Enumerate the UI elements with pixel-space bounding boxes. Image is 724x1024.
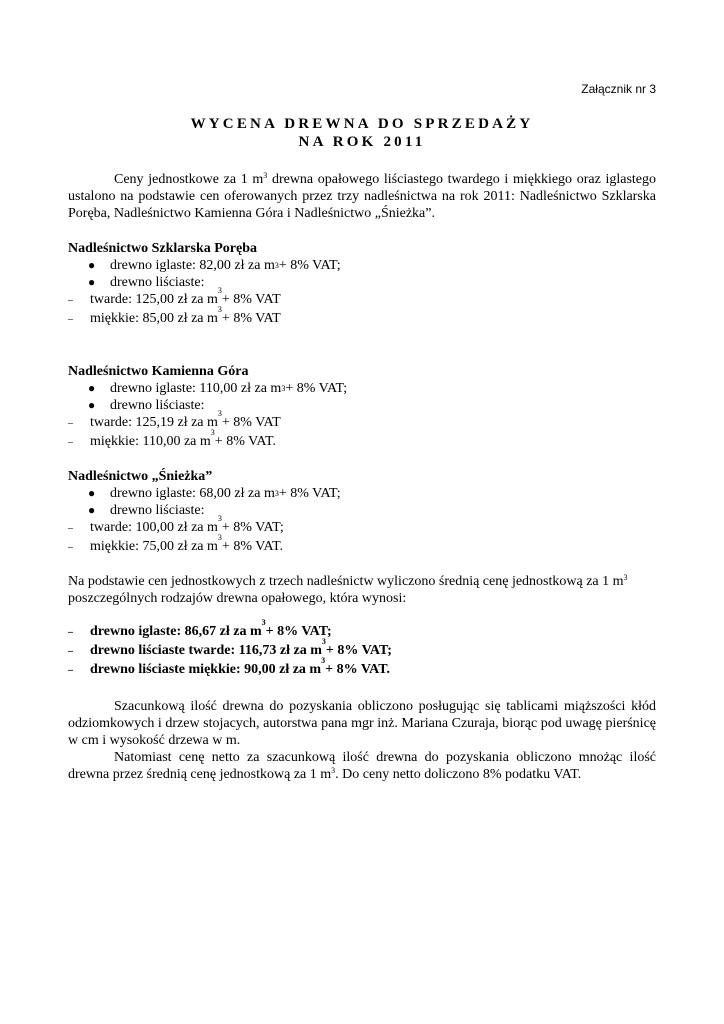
average-item: – drewno liściaste twarde: 116,73 zł za m 3 + 8% VAT; [68,642,656,661]
section-kamienna-gora [68,363,656,452]
dash-icon: – [68,542,73,553]
list-item: – miękkie: 110,00 za m 3 + 8% VAT. [68,433,656,452]
dash-icon: – [68,418,73,429]
bullet-icon: ● [88,486,96,500]
dash-icon: – [68,523,73,534]
intro-paragraph: Ceny jednostkowe za 1 $m^3$ drewna opałowego liściastego twardego i miękkiego oraz iglastego ustalono na podstawie cen oferowanych przez trzy nadleśnictwa na rok 2011: Nadleśnictwo Szklarska Poręba, Nadleśnictwo Kamienna Góra i Nadleśnictwo „Śnieżka”. [68,171,656,221]
section-heading: Nadleśnictwo Kamienna Góra [68,364,249,379]
list-item: – miękkie: 75,00 zł za m 3 + 8% VAT. [68,538,656,557]
list-item: – twarde: 125,19 zł za m 3 + 8% VAT [68,414,656,433]
attachment-label: Załącznik nr 3 [581,82,656,96]
document-title: WYCENA DREWNA DO SPRZEDAŻY [190,116,534,132]
list-item: ● drewno iglaste: 68,00 zł za m 3 + 8% VAT; [88,486,341,501]
dash-icon: – [68,627,73,638]
average-intro-paragraph: Na podstawie cen jednostkowych z trzech nadleśnictw wyliczono średnią cenę jednostkową za 1 $m^3$ poszczególnych rodzajów drewna opałowego, która wynosi: [68,573,628,606]
bullet-icon: ● [88,381,96,395]
document-subtitle: NA ROK 2011 [298,134,426,150]
closing-paragraph-2: Natomiast cenę netto za szacunkową ilość drewna do pozyskania obliczono mnożąc ilość drewna przez średnią cenę jednostkową za 1 $m^3$. Do ceny netto doliczono 8% podatku VAT. [68,750,656,782]
dash-icon: – [68,646,73,657]
list-item: ● drewno liściaste: [88,275,205,290]
bullet-icon: ● [88,275,96,289]
section-sniezka [68,468,656,557]
list-item: – twarde: 100,00 zł za m 3 + 8% VAT; [68,519,656,538]
average-item: – drewno liściaste miękkie: 90,00 zł za m 3 + 8% VAT. [68,661,656,680]
bullet-icon: ● [88,258,96,272]
bullet-icon: ● [88,398,96,412]
section-heading: Nadleśnictwo Szklarska Poręba [68,241,257,256]
closing-paragraph-1: Szacunkową ilość drewna do pozyskania obliczono posługując się tablicami miąższości kłód odziomkowych i drzew stojacych, autorstwa pana mgr inż. Mariana Czuraja, biorąc pod uwagę pierśnicę w cm i wysokość drzewa w m. [68,699,656,748]
dash-icon: – [68,437,73,448]
document-body [68,171,656,783]
dash-icon: – [68,314,73,325]
dash-icon: – [68,665,73,676]
list-item: ● drewno iglaste: 82,00 zł za m 3 + 8% VAT; [88,258,341,273]
list-item: ● drewno iglaste: 110,00 zł za m 3 + 8% VAT; [88,381,348,396]
list-item: ● drewno liściaste: [88,398,205,413]
superscript: 3 [263,171,268,180]
list-item: – twarde: 125,00 zł za m 3 + 8% VAT [68,291,656,310]
dash-icon: – [68,295,73,306]
average-price-list [68,618,656,680]
average-item: – drewno iglaste: 86,67 zł za m 3 + 8% VAT; [68,623,656,642]
list-item: – miękkie: 85,00 zł za m 3 + 8% VAT [68,310,656,329]
bullet-icon: ● [88,503,96,517]
section-szklarska-poreba [68,240,656,329]
section-heading: Nadleśnictwo „Śnieżka” [68,469,213,484]
list-item: ● drewno liściaste: [88,503,205,518]
